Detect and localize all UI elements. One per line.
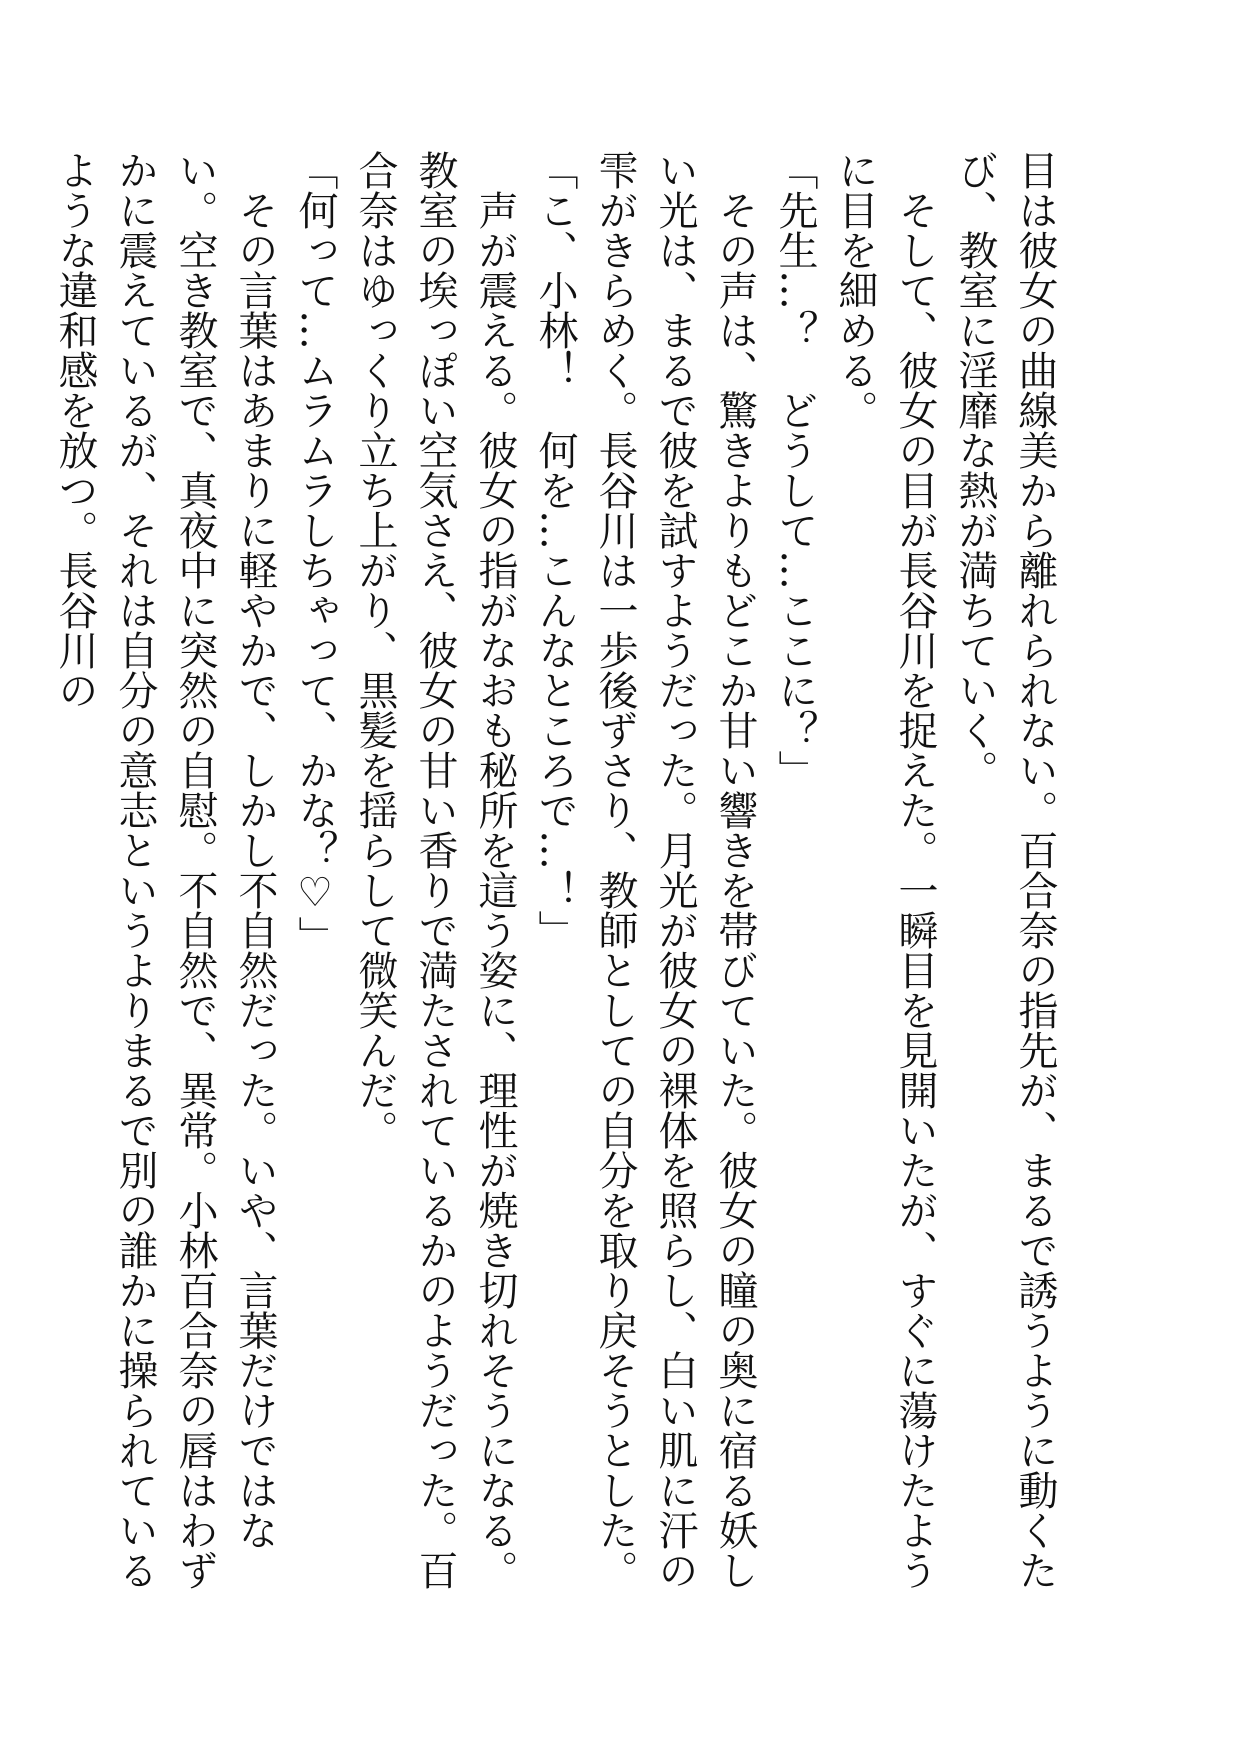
dialogue-line: 「こ、小林！ 何を…こんなところで…！」 xyxy=(532,150,578,950)
paragraph: その声は、驚きよりもどこか甘い響きを帯びていた。彼女の瞳の奥に宿る妖しい光は、まるで彼を試すようだった。月光が彼女の裸体を照らし、白い肌に汗の雫がきらめく。長谷川は一歩後ずさり、教師としての自分を取り戻そうとした。 xyxy=(592,150,758,1590)
paragraph: その言葉はあまりに軽やかで、しかし不自然だった。いや、言葉だけではない。空き教室で、真夜中に突然の自慰。不自然で、異常。小林百合奈の唇はわずかに震えているが、それは自分の意志というよりまるで別の誰かに操られているような違和感を放つ。長谷川の xyxy=(52,150,278,1590)
paragraph: 声が震える。彼女の指がなおも秘所を這う姿に、理性が焼き切れそうになる。教室の埃っぽい空気さえ、彼女の甘い香りで満たされているかのようだった。百合奈はゆっくり立ち上がり、黒髪を揺らして微笑んだ。 xyxy=(352,150,518,1590)
dialogue-line: 「何って…ムラムラしちゃって、かな？♡」 xyxy=(292,150,338,956)
dialogue-line: 「先生…？ どうして…ここに？」 xyxy=(772,150,818,790)
vertical-text-body xyxy=(52,150,1065,1590)
paragraph: そして、彼女の目が長谷川を捉えた。一瞬目を見開いたが、すぐに蕩けたように目を細める。 xyxy=(832,150,938,1590)
paragraph: 目は彼女の曲線美から離れられない。百合奈の指先が、まるで誘うように動くたび、教室に淫靡な熱が満ちていく。 xyxy=(952,150,1058,1590)
